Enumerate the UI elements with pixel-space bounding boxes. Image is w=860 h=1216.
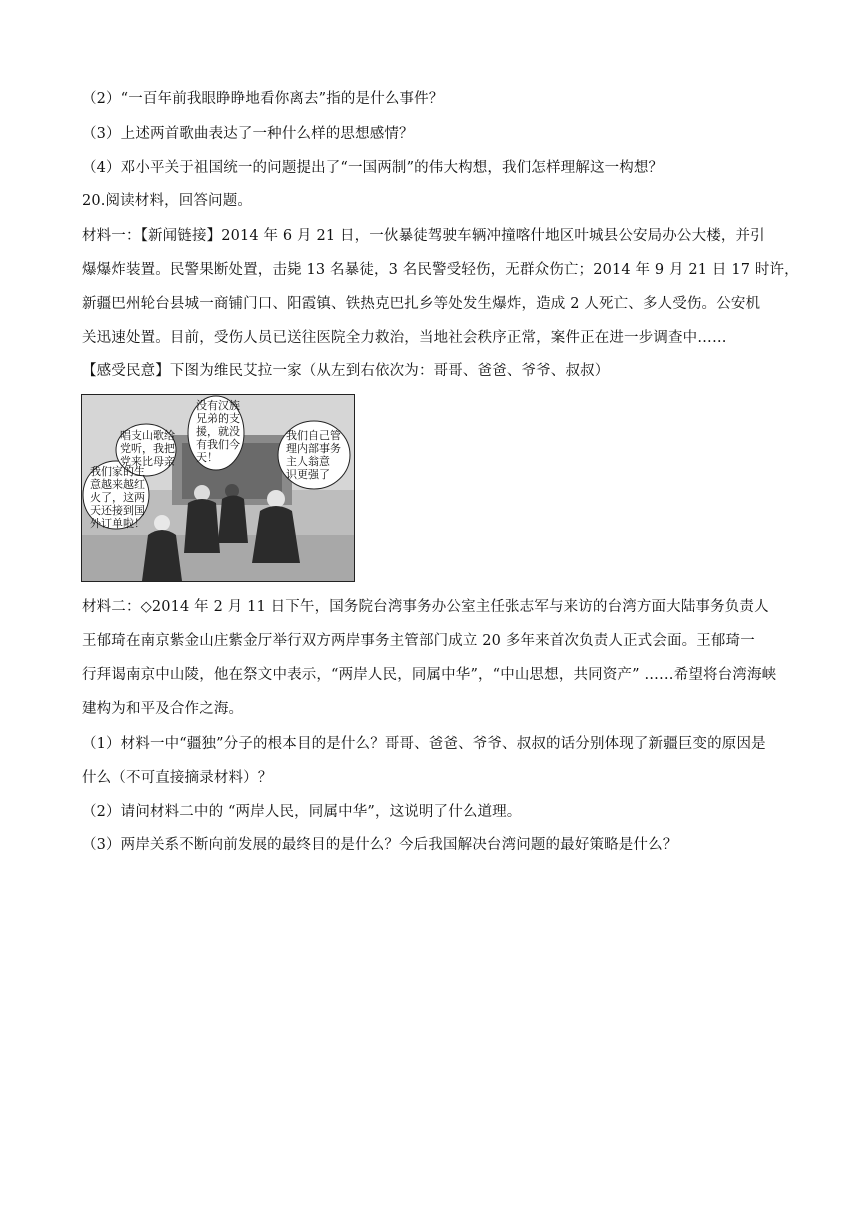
svg-text:党听，我把: 党听，我把	[120, 442, 175, 455]
svg-text:天！: 天！	[196, 451, 218, 464]
svg-text:党来比母亲: 党来比母亲	[120, 455, 175, 468]
svg-text:主人翁意: 主人翁意	[286, 455, 330, 468]
question-3: （3）上述两首歌曲表达了一种什么样的思想感情？	[82, 126, 414, 142]
material-1-line: 材料一：【新闻链接】2014 年 6 月 21 日，一伙暴徒驾驶车辆冲撞喀什地区叶城县公安局办公大楼，并引	[82, 228, 765, 244]
material-2-line: 建构为和平及合作之海。	[82, 701, 244, 717]
svg-text:没有汉族: 没有汉族	[196, 399, 240, 412]
svg-text:外订单啦！: 外订单啦！	[90, 517, 145, 530]
material-2-line: 行拜谒南京中山陵，他在祭文中表示，“两岸人民，同属中华”，“中山思想，共同资产” ……希望将台湾海峡	[82, 667, 777, 683]
svg-text:唱支山歌给: 唱支山歌给	[120, 429, 175, 442]
question-2: （2）“一百年前我眼睁睁地看你离去”指的是什么事件？	[82, 91, 444, 107]
svg-text:意越来越红: 意越来越红	[90, 478, 145, 491]
question-20-2: （2）请问材料二中的 “两岸人民，同属中华”，这说明了什么道理。	[82, 804, 522, 820]
material-1-line: 关迅速处置。目前，受伤人员已送往医院全力救治，当地社会秩序正常，案件正在进一步调查中……	[82, 330, 727, 346]
material-1-line: 新疆巴州轮台县城一商铺门口、阳霞镇、铁热克巴扎乡等处发生爆炸，造成 2 人死亡、多人受伤。公安机	[82, 296, 761, 312]
family-photo	[81, 394, 355, 582]
bubble-center-left-text	[120, 428, 175, 468]
svg-text:识更强了: 识更强了	[286, 468, 330, 481]
svg-text:我们自己管: 我们自己管	[286, 429, 341, 442]
svg-text:我们家的生: 我们家的生	[90, 465, 145, 478]
svg-text:火了，这两: 火了，这两	[90, 491, 145, 504]
material-1-line: 爆爆炸装置。民警果断处置，击毙 13 名暴徒，3 名民警受轻伤，无群众伤亡；2014 年 9 月 21 日 17 时许，	[82, 262, 799, 278]
photo-caption: 【感受民意】下图为维民艾拉一家（从左到右依次为：哥哥、爸爸、爷爷、叔叔）	[82, 363, 610, 379]
svg-text:援，就没: 援，就没	[196, 425, 240, 438]
svg-text:天还接到国: 天还接到国	[90, 504, 145, 517]
question-20-1: （1）材料一中“疆独”分子的根本目的是什么？哥哥、爸爸、爷爷、叔叔的话分别体现了新疆巨变的原因是	[82, 736, 766, 752]
question-4: （4）邓小平关于祖国统一的问题提出了“一国两制”的伟大构想，我们怎样理解这一构想？	[82, 160, 664, 176]
svg-text:有我们今: 有我们今	[196, 438, 240, 451]
svg-text:理内部事务: 理内部事务	[286, 442, 341, 455]
question-20-3: （3）两岸关系不断向前发展的最终目的是什么？今后我国解决台湾问题的最好策略是什么？	[82, 837, 678, 853]
svg-text:兄弟的支: 兄弟的支	[196, 412, 240, 425]
bubble-left-text	[90, 464, 145, 530]
question-20-heading: 20.阅读材料，回答问题。	[82, 193, 253, 209]
material-2-line: 王郁琦在南京紫金山庄紫金厅举行双方两岸事务主管部门成立 20 多年来首次负责人正式会面。王郁琦一	[82, 633, 755, 649]
material-2-line: 材料二：◇2014 年 2 月 11 日下午，国务院台湾事务办公室主任张志军与来访的台湾方面大陆事务负责人	[82, 599, 769, 615]
question-20-1-cont: 什么（不可直接摘录材料）？	[82, 770, 273, 786]
